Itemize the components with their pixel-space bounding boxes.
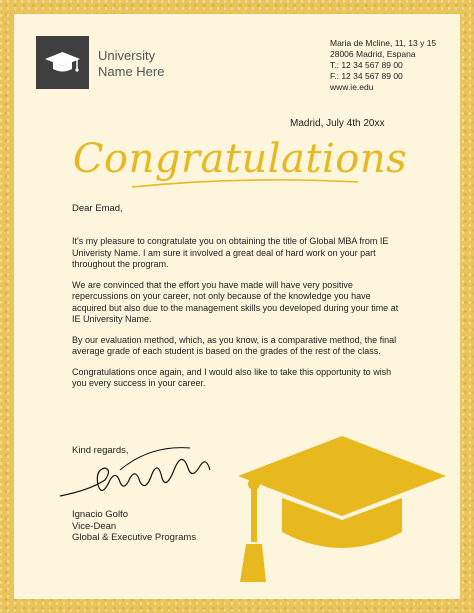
letter-date: Madrid, July 4th 20xx bbox=[290, 118, 385, 129]
headline-underline bbox=[130, 176, 360, 190]
contact-address-1: Maria de Mcline, 11, 13 y 15 bbox=[330, 38, 437, 48]
paragraph-2: We are convinced that the effort you have made will have very positive repercussions on your career, not only because of the knowledge you have acquired but also due to the management skills you developed during your time at IE University Name. bbox=[72, 279, 399, 324]
contact-block bbox=[330, 38, 436, 93]
greeting: Dear Emad, bbox=[72, 203, 123, 214]
graduation-cap-icon bbox=[232, 432, 452, 592]
closing: Kind regards, bbox=[72, 445, 129, 456]
logo-line-1: University bbox=[98, 48, 156, 63]
signer-block bbox=[72, 509, 196, 544]
congratulations-headline: Congratulations bbox=[72, 136, 408, 182]
signer-name: Ignacio Golfo bbox=[72, 509, 128, 520]
graduation-cap-icon bbox=[36, 36, 89, 89]
paragraph-4: Congratulations once again, and I would also like to take this opportunity to wish you every success in your career. bbox=[72, 366, 392, 388]
signer-department: Global & Executive Programs bbox=[72, 532, 197, 543]
logo-line-2: Name Here bbox=[98, 64, 165, 79]
signature bbox=[50, 440, 220, 510]
contact-phone: T.: 12 34 567 89 00 bbox=[330, 60, 403, 70]
paragraph-3: By our evaluation method, which, as you know, is a comparative method, the final average grade of each student is based on the grades of the rest of the class. bbox=[72, 334, 397, 356]
logo-badge bbox=[36, 36, 89, 89]
letter-body bbox=[72, 236, 406, 399]
contact-fax: F.: 12 34 567 89 00 bbox=[330, 71, 403, 81]
logo-text bbox=[98, 48, 164, 80]
signer-title: Vice-Dean bbox=[72, 520, 117, 532]
paragraph-1: It's my pleasure to congratulate you on obtaining the title of Global MBA from IE Univeristy Name. I am sure it involved a great deal of hard work on your part throughout the program. bbox=[72, 236, 389, 269]
contact-address-2: 28006 Madrid, Espana bbox=[330, 49, 416, 59]
contact-website[interactable]: www.ie.edu bbox=[330, 82, 374, 92]
